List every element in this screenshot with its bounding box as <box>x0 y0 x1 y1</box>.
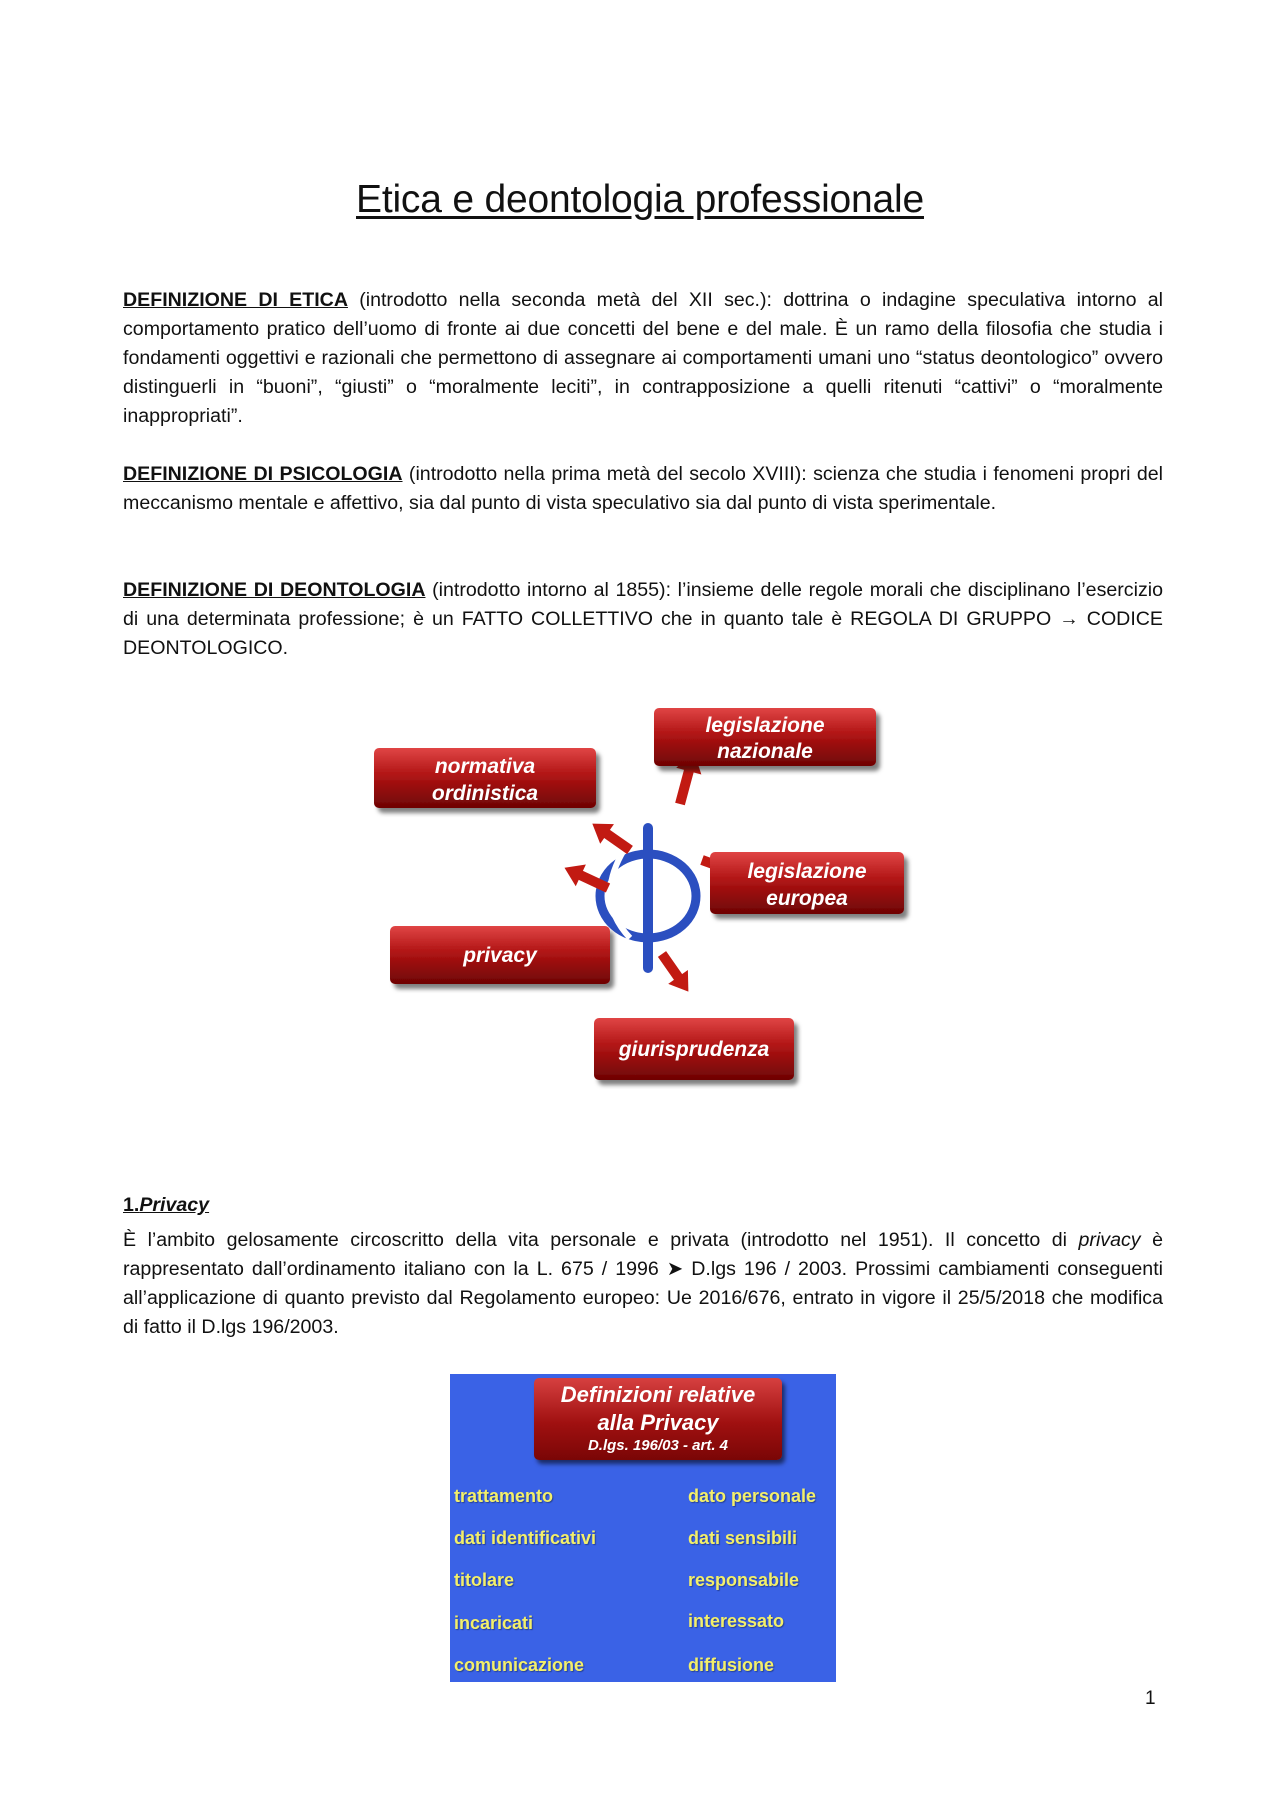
box-privacy <box>390 926 610 984</box>
box-normativa-line1: normativa <box>434 755 536 778</box>
box-legislazione-nazionale <box>654 708 876 766</box>
definition-psicologia-text: (introdotto nella prima metà del secolo XVIII): scienza che studia i fenomeni propri del meccanismo mentale e affettivo, sia dal punto di vista speculativo sia dal punto di vista sperimentale. <box>123 463 1163 514</box>
page-number: 1 <box>1145 1688 1156 1709</box>
definition-term: trattamento <box>454 1486 554 1506</box>
privacy-paragraph <box>123 1226 1163 1342</box>
box-legislazione-nazionale-line2: nazionale <box>717 740 813 763</box>
box-giurisprudenza-label: giurisprudenza <box>618 1038 770 1061</box>
privacy-text-italic: privacy <box>1078 1229 1141 1251</box>
definition-term: titolare <box>454 1570 515 1590</box>
definition-term: dato personale <box>688 1486 817 1506</box>
box-legislazione-europea-line1: legislazione <box>747 860 867 883</box>
deontology-sources-diagram <box>362 700 922 1090</box>
definition-psicologia-heading: DEFINIZIONE DI PSICOLOGIA <box>123 463 403 485</box>
box-legislazione-europea <box>710 852 904 914</box>
definition-etica <box>123 286 1163 431</box>
page-title: Etica e deontologia professionale <box>356 178 924 221</box>
privacy-definitions-box <box>450 1374 836 1682</box>
definition-term: interessato <box>688 1611 785 1631</box>
definition-deontologia-heading: DEFINIZIONE DI DEONTOLOGIA <box>123 579 426 601</box>
definition-deontologia-text: (introdotto intorno al 1855): l’insieme delle regole morali che disciplinano l’esercizio di una determinata professione; è un FATTO COLLETTIVO che in quanto tale è REGOLA DI GRUPPO → CODICE DEONTOLOGICO. <box>123 579 1163 659</box>
box-privacy-label: privacy <box>463 944 537 967</box>
box-legislazione-nazionale-line1: legislazione <box>705 714 825 737</box>
definitions-banner <box>534 1378 782 1460</box>
box-normativa-ordinistica <box>374 748 596 808</box>
privacy-section-title: Privacy <box>139 1194 210 1216</box>
definition-term: dati identificativi <box>454 1528 597 1548</box>
definition-term: dati sensibili <box>688 1528 798 1548</box>
box-giurisprudenza <box>594 1018 794 1080</box>
box-normativa-line2: ordinistica <box>431 782 539 805</box>
definitions-title-line2: alla Privacy <box>597 1410 719 1435</box>
definition-term: responsabile <box>688 1570 800 1590</box>
definition-etica-heading: DEFINIZIONE DI ETICA <box>123 289 348 311</box>
definition-psicologia <box>123 460 1163 518</box>
definition-term: diffusione <box>688 1655 774 1675</box>
privacy-section-number: 1. <box>123 1194 140 1216</box>
definitions-title-line1: Definizioni relative <box>560 1382 756 1407</box>
definitions-subtitle: D.lgs. 196/03 - art. 4 <box>587 1437 729 1454</box>
definition-deontologia <box>123 576 1163 663</box>
phi-symbol-icon <box>600 828 696 968</box>
box-legislazione-europea-line2: europea <box>766 887 848 910</box>
privacy-text-after: è rappresentato dall’ordinamento italiano con la L. 675 / 1996 ➤ D.lgs 196 / 2003. Prossimi cambiamenti conseguenti all’applicazione di quanto previsto dal Regolamento europeo: Ue 2016/676, entrato in vigore il 25/5/2018 che modifica di fatto il D.lgs 196/2003. <box>123 1229 1164 1338</box>
privacy-text-before: È l’ambito gelosamente circoscritto della vita personale e privata (introdotto nel 1951). Il concetto di <box>123 1229 1079 1251</box>
definition-etica-text: (introdotto nella seconda metà del XII sec.): dottrina o indagine speculativa intorno al comportamento pratico dell’uomo di fronte ai due concetti del bene e del male. È un ramo della filosofia che studia i fondamenti oggettivi e razionali che permettono di assegnare ai comportamenti umani uno “status deontologico” ovvero distinguerli in “buoni”, “giusti” o “moralmente leciti”, in contrapposizione a quelli ritenuti “cattivi” o “moralmente inappropriati”. <box>123 289 1163 427</box>
privacy-section-heading <box>123 1194 209 1217</box>
definition-term: incaricati <box>454 1613 534 1633</box>
arrow-to-giurisprudenza-icon <box>652 947 698 998</box>
definition-term: comunicazione <box>454 1655 585 1675</box>
